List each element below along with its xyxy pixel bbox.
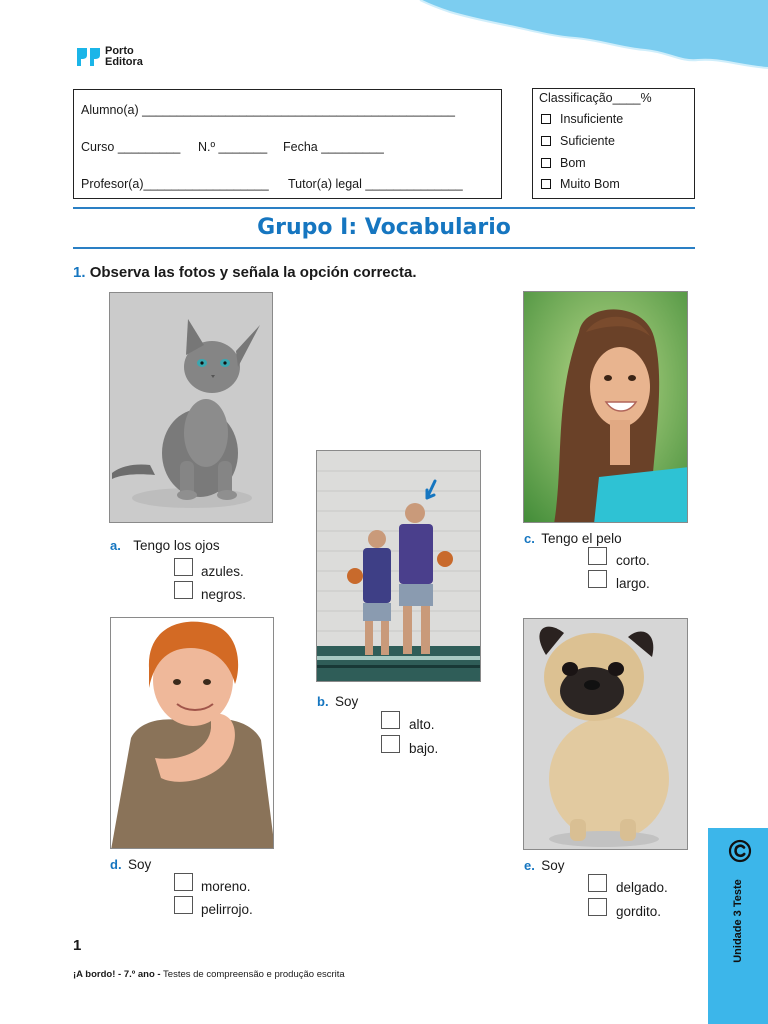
answer-checkbox[interactable] xyxy=(588,898,607,916)
tutor-field[interactable]: Tutor(a) legal ______________ xyxy=(288,177,463,191)
photo-red-haired-boy xyxy=(110,617,274,849)
curso-field[interactable]: Curso _________ xyxy=(81,140,181,154)
answer-checkbox[interactable] xyxy=(174,873,193,891)
item-c xyxy=(524,530,622,548)
page-number: 1 xyxy=(73,937,82,954)
item-e xyxy=(524,857,565,875)
unit-side-tab xyxy=(708,828,768,1024)
side-tab-label: Unidade 3 Teste xyxy=(732,879,744,963)
answer-checkbox[interactable] xyxy=(588,874,607,892)
answer-checkbox[interactable] xyxy=(174,581,193,599)
question-text: Observa las fotos y señala la opción correcta. xyxy=(89,264,417,281)
profesor-field[interactable]: Profesor(a)__________________ xyxy=(81,177,269,191)
book-footer xyxy=(73,969,345,980)
photo-pug-dog xyxy=(523,618,688,850)
option-label: bajo. xyxy=(409,741,439,756)
porto-editora-logo-icon xyxy=(76,47,102,67)
book-subtitle: Testes de compreensão e produção escrita xyxy=(160,969,345,980)
item-d xyxy=(110,856,151,874)
grading-option-label: Muito Bom xyxy=(560,177,620,191)
item-letter: b. xyxy=(317,694,329,709)
title-rule-top xyxy=(73,207,695,209)
student-info-box xyxy=(73,89,502,199)
torn-paper-decoration xyxy=(380,0,768,75)
photo-gray-kitten xyxy=(109,292,273,523)
answer-checkbox[interactable] xyxy=(381,711,400,729)
item-letter: c. xyxy=(524,531,535,546)
option-label: negros. xyxy=(201,587,247,602)
option-label: moreno. xyxy=(201,879,251,894)
checkbox-icon[interactable] xyxy=(541,114,551,124)
question-1 xyxy=(73,264,417,281)
copyright-c-icon xyxy=(728,839,752,863)
item-letter: a. xyxy=(110,538,121,553)
item-letter: d. xyxy=(110,857,122,872)
grading-option-label: Bom xyxy=(560,156,586,170)
section-title: Grupo I: Vocabulario xyxy=(257,215,511,240)
checkbox-icon[interactable] xyxy=(541,158,551,168)
logo-line-2: Editora xyxy=(105,56,143,68)
grading-title: Classificação____% xyxy=(539,91,652,105)
item-letter: e. xyxy=(524,858,535,873)
item-prompt: Tengo los ojos xyxy=(133,538,220,553)
logo-line-1: Porto xyxy=(105,45,134,57)
answer-checkbox[interactable] xyxy=(174,558,193,576)
fecha-field[interactable]: Fecha _________ xyxy=(283,140,384,154)
grading-option-label: Suficiente xyxy=(560,134,615,148)
option-label: corto. xyxy=(616,553,650,568)
option-label: pelirrojo. xyxy=(201,902,253,917)
answer-checkbox[interactable] xyxy=(381,735,400,753)
alumno-field[interactable]: Alumno(a) _____________________________________________ xyxy=(81,103,455,117)
photo-long-haired-girl xyxy=(523,291,688,523)
numero-field[interactable]: N.º _______ xyxy=(198,140,268,154)
item-b xyxy=(317,693,358,711)
item-a xyxy=(110,537,220,555)
item-prompt: Soy xyxy=(335,694,359,709)
answer-checkbox[interactable] xyxy=(174,896,193,914)
option-label: largo. xyxy=(616,576,650,591)
book-title: ¡A bordo! - 7.º ano - xyxy=(73,969,161,980)
answer-checkbox[interactable] xyxy=(588,570,607,588)
option-label: azules. xyxy=(201,564,244,579)
answer-checkbox[interactable] xyxy=(588,547,607,565)
grading-box xyxy=(532,88,695,199)
option-label: delgado. xyxy=(616,880,668,895)
item-prompt: Soy xyxy=(128,857,152,872)
checkbox-icon[interactable] xyxy=(541,136,551,146)
photo-basketball-players xyxy=(316,450,481,682)
title-rule-bottom xyxy=(73,247,695,249)
grading-option-label: Insuficiente xyxy=(560,112,624,126)
item-prompt: Tengo el pelo xyxy=(541,531,622,546)
item-prompt: Soy xyxy=(541,858,565,873)
option-label: gordito. xyxy=(616,904,662,919)
checkbox-icon[interactable] xyxy=(541,179,551,189)
option-label: alto. xyxy=(409,717,435,732)
question-number: 1. xyxy=(73,264,86,281)
